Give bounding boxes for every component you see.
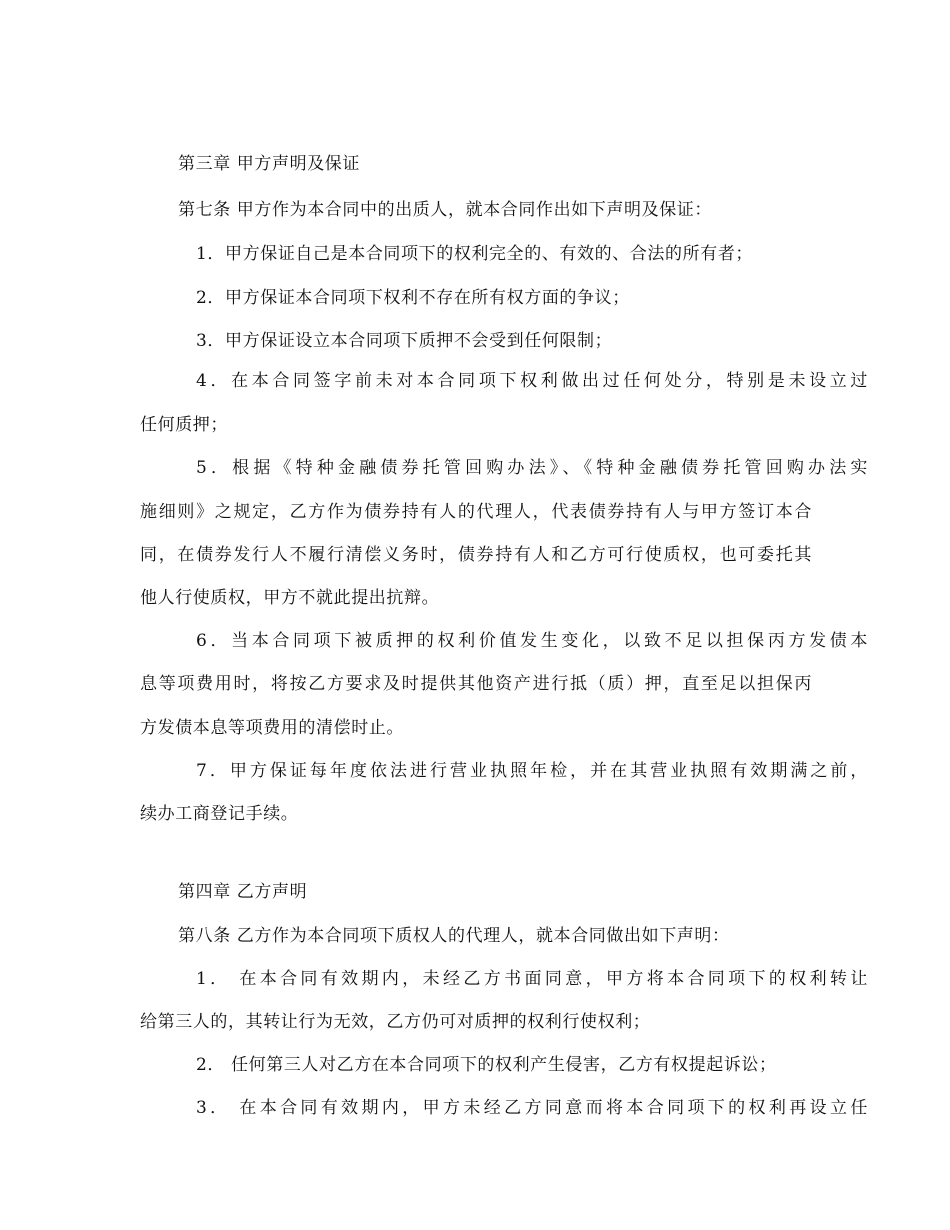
chapter-3-item-3: 3．甲方保证设立本合同项下质押不会受到任何限制； (196, 331, 613, 351)
chapter-4-item-1-line-1: 1． 在本合同有效期内，未经乙方书面同意，甲方将本合同项下的权利转让 (196, 969, 868, 989)
chapter-3-item-5-line-4: 他人行使质权，甲方不就此提出抗辩。 (140, 588, 440, 608)
chapter-3-item-1: 1．甲方保证自己是本合同项下的权利完全的、有效的、合法的所有者； (196, 244, 754, 264)
chapter-4-item-2: 2． 任何第三人对乙方在本合同项下的权利产生侵害，乙方有权提起诉讼； (196, 1055, 777, 1075)
chapter-3-item-7-line-1: 7．甲方保证每年度依法进行营业执照年检，并在其营业执照有效期满之前， (196, 761, 868, 781)
article-8-heading: 第八条 乙方作为本合同项下质权人的代理人，就本合同做出如下声明： (178, 926, 730, 946)
chapter-4-title: 第四章 乙方声明 (178, 882, 308, 902)
chapter-4-item-1-line-2: 给第三人的，其转让行为无效，乙方仍可对质押的权利行使权利； (140, 1012, 651, 1032)
chapter-3-title: 第三章 甲方声明及保证 (178, 154, 361, 174)
chapter-3-item-2: 2．甲方保证本合同项下权利不存在所有权方面的争议； (196, 288, 630, 308)
chapter-3-item-4-line-1: 4．在本合同签字前未对本合同项下权利做出过任何处分，特别是未设立过 (196, 371, 868, 391)
chapter-3-item-4-line-2: 任何质押； (140, 415, 228, 435)
chapter-3-item-5-line-3: 同，在债券发行人不履行清偿义务时，债券持有人和乙方可行使质权，也可委托其 (140, 545, 812, 565)
chapter-3-item-6-line-2: 息等项费用时，将按乙方要求及时提供其他资产进行抵（质）押，直至足以担保丙 (140, 674, 812, 694)
chapter-3-item-6-line-1: 6．当本合同项下被质押的权利价值发生变化，以致不足以担保丙方发债本 (196, 631, 868, 651)
article-7-heading: 第七条 甲方作为本合同中的出质人，就本合同作出如下声明及保证： (178, 200, 713, 220)
chapter-3-item-5-line-1: 5．根据《特种金融债券托管回购办法》、《特种金融债券托管回购办法实 (196, 458, 868, 478)
chapter-3-item-7-line-2: 续办工商登记手续。 (140, 804, 299, 824)
chapter-3-item-6-line-3: 方发债本息等项费用的清偿时止。 (140, 718, 404, 738)
chapter-4-item-3-line-1: 3． 在本合同有效期内，甲方未经乙方同意而将本合同项下的权利再设立任 (196, 1098, 868, 1118)
chapter-3-item-5-line-2: 施细则》之规定，乙方作为债券持有人的代理人，代表债券持有人与甲方签订本合 (140, 502, 812, 522)
